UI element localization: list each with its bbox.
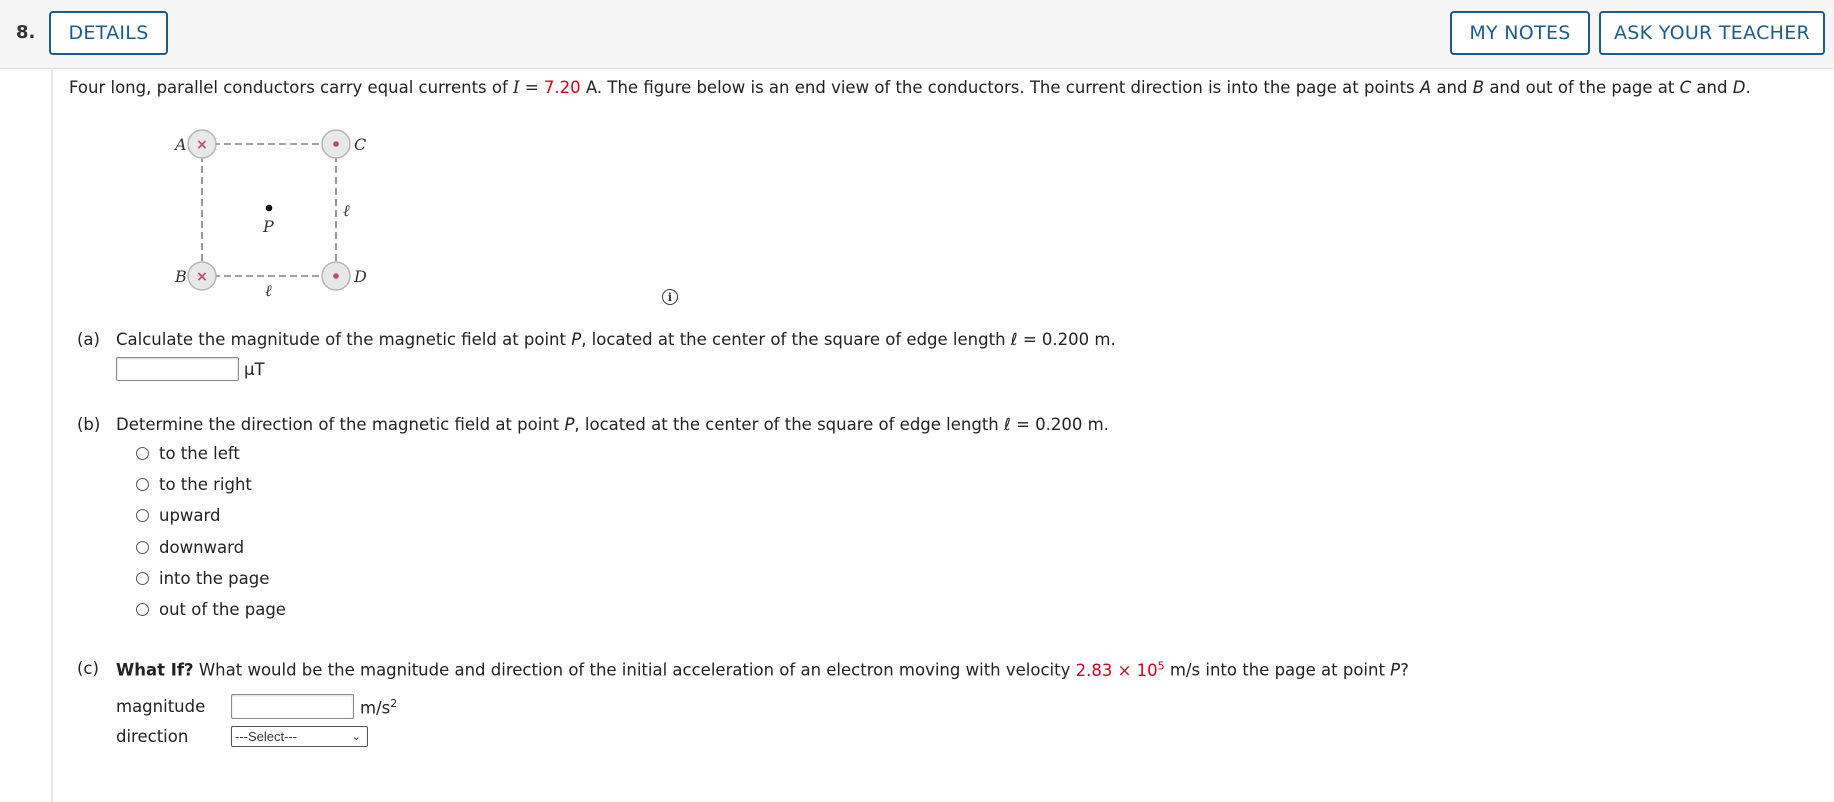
label-d: D (354, 267, 367, 286)
option-upward[interactable]: upward (136, 506, 221, 525)
details-button[interactable]: DETAILS (49, 11, 168, 55)
info-icon[interactable]: i (662, 289, 678, 305)
out-of-page-marker-d (333, 273, 339, 279)
magnitude-unit: $m/s^2$ (360, 697, 398, 718)
part-b-letter: (b) (77, 415, 101, 434)
radio-button[interactable] (136, 541, 149, 554)
part-a-answer-input[interactable] (116, 357, 239, 381)
conductor-c (322, 130, 350, 158)
ask-your-teacher-button[interactable]: ASK YOUR TEACHER (1599, 11, 1825, 55)
radio-button[interactable] (136, 603, 149, 616)
out-of-page-marker-c (333, 141, 339, 147)
part-c-question: What If? What would be the magnitude and direction of the initial acceleration of an electron moving with velocity $2.83 \times 10^5$ m/s into the page at point P? (116, 659, 1409, 680)
into-page-marker-a: × (196, 137, 208, 153)
option-downward[interactable]: downward (136, 538, 244, 557)
chevron-down-icon: ⌄ (351, 731, 361, 743)
part-c-letter: (c) (77, 659, 99, 678)
magnitude-label: magnitude (116, 697, 206, 716)
option-into-the-page[interactable]: into the page (136, 569, 269, 588)
magnitude-input[interactable] (231, 694, 354, 719)
label-ell-right: ℓ (343, 201, 350, 220)
part-a-question: Calculate the magnitude of the magnetic field at point P, located at the center of the square of edge length ℓ = 0.200 m. (116, 330, 1116, 349)
label-c: C (354, 135, 367, 154)
option-to-the-right[interactable]: to the right (136, 475, 252, 494)
option-to-the-left[interactable]: to the left (136, 444, 240, 463)
question-number: 8. (16, 22, 36, 43)
option-out-of-the-page[interactable]: out of the page (136, 600, 286, 619)
velocity-value: $2.83 \times 10^5$ (1075, 659, 1165, 680)
conductor-a (188, 130, 216, 158)
problem-statement: Four long, parallel conductors carry equal currents of I = 7.20 A. The figure below is an end view of the conductors. The current direction is into the page at points A and B and out of the page at C and D. (69, 78, 1751, 97)
direction-label: direction (116, 727, 189, 746)
part-a-letter: (a) (77, 330, 100, 349)
label-b: B (175, 267, 187, 286)
question-border (51, 68, 53, 802)
radio-button[interactable] (136, 447, 149, 460)
current-value: 7.20 (543, 78, 581, 97)
radio-button[interactable] (136, 509, 149, 522)
label-ell-bottom: ℓ (265, 281, 272, 300)
conductor-b (188, 262, 216, 290)
part-a-unit: µT (244, 360, 265, 379)
point-p-dot (266, 205, 273, 212)
label-a: A (175, 135, 187, 154)
into-page-marker-b: × (196, 269, 208, 285)
part-b-question: Determine the direction of the magnetic field at point P, located at the center of the square of edge length ℓ = 0.200 m. (116, 415, 1109, 434)
question-header (0, 0, 1834, 69)
my-notes-button[interactable]: MY NOTES (1450, 11, 1590, 55)
conductors-figure (160, 118, 380, 308)
label-p: P (263, 217, 274, 236)
conductor-d (322, 262, 350, 290)
radio-button[interactable] (136, 572, 149, 585)
direction-select[interactable]: ---Select--- ⌄ (231, 726, 368, 747)
radio-button[interactable] (136, 478, 149, 491)
